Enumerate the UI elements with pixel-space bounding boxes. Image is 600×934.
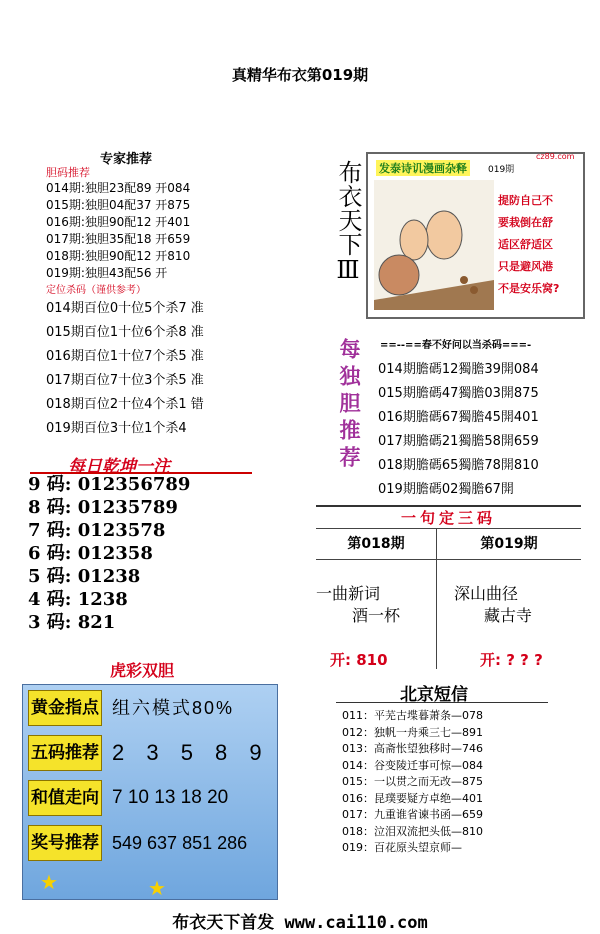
tiger-title: 虎彩双胆 [110,661,175,680]
tiger-row [28,825,272,861]
tiger-row [28,735,272,771]
tiger-value: 组六模式80% [112,698,235,718]
list-item: 016期膽碼67獨膽45開401 [378,410,539,425]
expert-sub1: 胆码推荐 [46,166,90,179]
tiger-label: 和值走向 [28,780,102,816]
weidan-header: ==--==春不好问以当杀码===- [380,340,532,351]
list-item: 017：九重谁省谏书函—659 [342,808,483,821]
footer: 布衣天下首发 www.cai110.com [172,913,428,933]
list-item: 016期:独胆90配12 开401 [46,215,191,229]
list-item: 4 码: 1238 [28,589,128,610]
list-item: 011：平芜古堞暮萧条—078 [342,709,483,722]
list-item: 014期:独胆23配89 开084 [46,181,191,195]
poem-line: 适区舒适区 [498,238,553,251]
list-item: 9 码: 012356789 [28,474,191,495]
tiger-value: 2 3 5 8 9 [112,740,270,765]
list-item: 6 码: 012358 [28,543,153,564]
tiger-row [28,690,272,726]
dan-list [46,180,190,282]
list-item: 8 码: 01235789 [28,497,178,518]
poem-line: 不是安乐窝? [498,282,560,295]
yiju-left-line2: 酒一杯 [352,606,401,625]
list-item: 018期百位2十位4个杀1 错 [46,397,204,412]
tiger-value: 549 637 851 286 [112,833,248,853]
poem-line: 只是避风港 [498,260,553,273]
list-item: 016：昆璞要疑方卓绝—401 [342,791,483,805]
yiju-left-open: 开: 810 [330,651,388,669]
yiju-right-line2: 藏古寺 [484,606,533,625]
daily-list [28,473,190,634]
cartoon-poem [498,190,559,300]
cartoon-illustration [374,180,494,310]
list-item: 016期百位1十位7个杀5 准 [46,349,204,364]
list-item: 017期:独胆35配18 开659 [46,232,191,246]
list-item: 013：高斋怅望独移时—746 [342,742,483,755]
yiju-banner [316,505,581,529]
weidan-vertical: 每独胆推荐 [337,338,361,473]
weidan-list [378,358,539,502]
list-item: 019期百位3十位1个杀4 [46,421,187,436]
beijing-title: 北京短信 [400,685,468,705]
star-icon: ★ [148,876,166,900]
list-item: 5 码: 01238 [28,566,141,587]
list-item: 014期膽碼12獨膽39開084 [378,362,539,377]
yiju-right-open: 开: ? ? ? [480,651,543,669]
list-item: 012：独帆一舟乘三七—891 [342,725,483,739]
yiju-divider [436,560,437,669]
list-item: 017期百位7十位3个杀5 准 [46,373,204,388]
list-item: 015期百位1十位6个杀8 准 [46,325,204,340]
cartoon-banner: 发泰诗讥漫画杂释 [376,160,470,176]
list-item: 017期膽碼21獨膽58開659 [378,434,539,449]
expert-sub2: 定位杀码（谨供参考） [46,285,146,296]
poem-line: 提防自己不 [498,194,553,207]
tiger-label: 奖号推荐 [28,825,102,861]
beijing-list [342,708,483,857]
yiju-title: 一句定三码 [400,509,496,527]
list-item: 018期膽碼65獨膽78開810 [378,458,539,473]
tiger-value: 7 10 13 18 20 [112,787,229,808]
list-item: 015：一以贯之而无改—875 [342,775,483,788]
list-item: 019：百花原头望京师— [342,841,462,854]
yiju-left-line1: 一曲新词 [316,584,381,603]
list-item: 015期:独胆04配37 开875 [46,198,191,212]
list-item: 018期:独胆90配12 开810 [46,249,191,263]
yiju-table [316,528,581,669]
yiju-right-issue: 第019期 [437,529,581,560]
page-title: 真精华布衣第019期 [231,66,369,84]
list-item: 014：谷变陵迁事可惊—084 [342,758,483,772]
tiger-label: 五码推荐 [28,735,102,771]
list-item: 019期膽碼02獨膽67開 [378,482,514,497]
tiger-label: 黄金指点 [28,690,102,726]
tiger-grid [28,690,272,861]
cartoon-site: cz89.com [536,152,575,161]
cartoon-frame [366,152,585,319]
cartoon-vertical-title: 布衣天下Ⅲ [334,160,362,284]
list-item: 7 码: 0123578 [28,520,166,541]
star-icon: ★ [40,870,58,894]
list-item: 014期百位0十位5个杀7 准 [46,301,204,316]
expert-header: 专家推荐 [100,152,153,167]
tiger-row [28,780,272,816]
poem-line: 要栽倒在舒 [498,216,553,229]
beijing-divider [336,702,548,703]
daily-title: 每日乾坤一注 [68,457,170,477]
list-item: 019期:独胆43配56 开 [46,266,168,280]
cartoon-issue: 019期 [488,165,515,175]
yiju-left-issue: 第018期 [316,529,437,560]
pos-list [46,297,204,441]
list-item: 3 码: 821 [28,612,116,633]
list-item: 018：泣泪双流把头低—810 [342,824,483,838]
list-item: 015期膽碼47獨膽03開875 [378,386,539,401]
yiju-right-line1: 深山曲径 [454,584,519,603]
